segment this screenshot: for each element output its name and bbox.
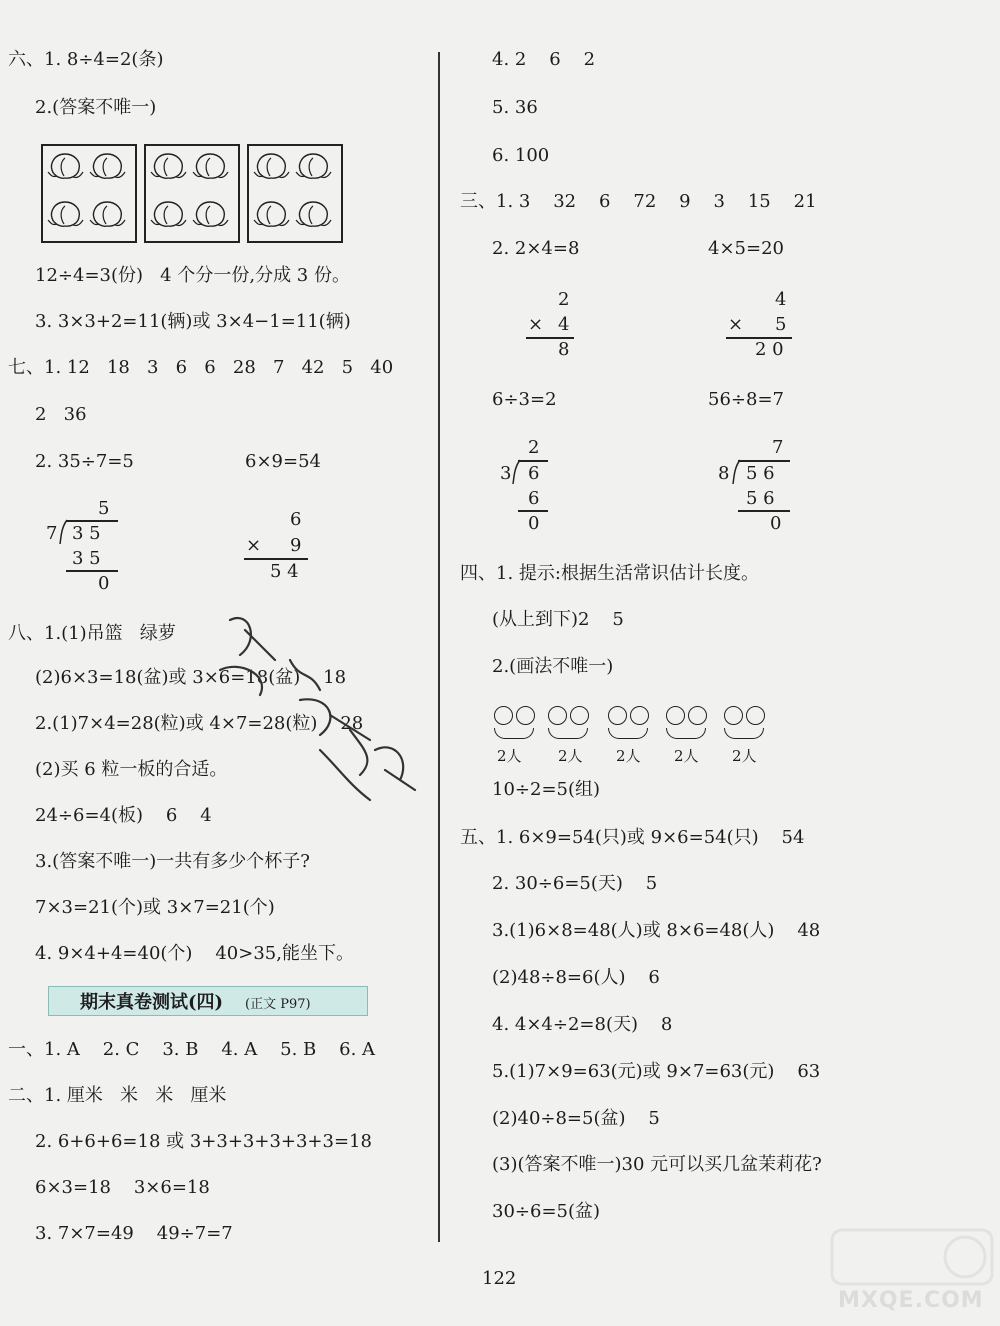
answer-5-5c: (3)(答案不唯一)30 元可以买几盆茉莉花? (492, 1154, 822, 1175)
rdiv1-quotient: 2 (528, 437, 540, 458)
rmul2-top: 4 (775, 289, 787, 310)
circle-icon (570, 706, 589, 725)
group-label: 2人 (558, 747, 583, 765)
answer-5-5d: 30÷6=5(盆) (492, 1201, 601, 1222)
rmul1-product: 8 (558, 339, 570, 360)
vdiv-line (66, 570, 118, 572)
answer-8-2-2: (2)买 6 粒一板的合适。 (35, 759, 228, 780)
peach-icon (254, 154, 289, 178)
peach-icon (90, 154, 125, 178)
answer-6-2-eq: 12÷4=3(份) 4 个分一份,分成 3 份。 (35, 265, 350, 286)
group-brace (548, 728, 588, 739)
peach-icon (151, 202, 186, 226)
answer-3-3b: 56÷8=7 (708, 389, 784, 410)
answer-8-3: 3.(答案不唯一)一共有多少个杯子? (35, 851, 310, 872)
circle-icon (666, 706, 685, 725)
rdiv1-bracket (511, 458, 523, 486)
answer-6-2: 2.(答案不唯一) (35, 97, 157, 118)
answer-3-3a: 6÷3=2 (492, 389, 557, 410)
circle-icon (746, 706, 765, 725)
vdiv-subtract: 3 5 (72, 548, 101, 569)
answer-7-2a: 2. 35÷7=5 (35, 451, 134, 472)
circle-icon (548, 706, 567, 725)
vdiv-divisor: 7 (46, 523, 58, 544)
answer-4-1b: (从上到下)2 5 (492, 609, 624, 630)
answer-8-2: 2.(1)7×4=28(粒)或 4×7=28(粒) 28 (35, 713, 364, 734)
answer-5-1: 五、1. 6×9=54(只)或 9×6=54(只) 54 (460, 827, 805, 848)
answer-4-1: 四、1. 提示:根据生活常识估计长度。 (460, 563, 759, 584)
answer-5-3: 3.(1)6×8=48(人)或 8×6=48(人) 48 (492, 920, 821, 941)
rdiv2-bracket (731, 458, 743, 486)
exam4-1: 一、1. A 2. C 3. B 4. A 5. B 6. A (8, 1039, 376, 1060)
exam4-2-3: 3. 7×7=49 49÷7=7 (35, 1223, 233, 1244)
answer-8-1: 八、1.(1)吊篮 绿萝 (8, 623, 176, 644)
answer-8-1-2: (2)6×3=18(盆)或 3×6=18(盆) 18 (35, 667, 347, 688)
rdiv1-dividend: 6 (528, 463, 540, 484)
answer-5-5b: (2)40÷8=5(盆) 5 (492, 1108, 660, 1129)
rmul2-mult: 5 (775, 314, 787, 335)
rdiv1-divisor: 3 (500, 463, 512, 484)
peach-icon (151, 154, 186, 178)
peach-icon (296, 202, 331, 226)
circle-icon (630, 706, 649, 725)
rdiv2-dividend: 5 6 (746, 463, 775, 484)
rdiv2-quotient: 7 (772, 437, 784, 458)
vmul-product: 5 4 (270, 561, 299, 582)
exam4-2-1: 二、1. 厘米 米 米 厘米 (8, 1085, 227, 1106)
rmul2-product: 2 0 (755, 339, 784, 360)
answer-r5: 5. 36 (492, 97, 538, 118)
answer-3-2b: 4×5=20 (708, 238, 784, 259)
answer-5-2: 2. 30÷6=5(天) 5 (492, 873, 658, 894)
group-label: 2人 (732, 747, 757, 765)
answer-r4: 4. 2 6 2 (492, 49, 596, 70)
exam4-2-2b: 6×3=18 3×6=18 (35, 1177, 210, 1198)
rdiv2-line (738, 510, 790, 512)
group-brace (666, 728, 706, 739)
vmul-top: 6 (290, 509, 302, 530)
circle-icon (724, 706, 743, 725)
exam4-2-2: 2. 6+6+6=18 或 3+3+3+3+3+3=18 (35, 1131, 372, 1152)
answer-3-1: 三、1. 3 32 6 72 9 3 15 21 (460, 191, 817, 212)
rmul1-op: × (528, 314, 544, 335)
circle-icon (608, 706, 627, 725)
circle-icon (494, 706, 513, 725)
group-brace (608, 728, 648, 739)
rdiv2-subtract: 5 6 (746, 488, 775, 509)
vdiv-bracket (58, 518, 70, 546)
rdiv2-remainder: 0 (770, 513, 782, 534)
answer-6-3: 3. 3×3+2=11(辆)或 3×4−1=11(辆) (35, 311, 351, 332)
column-divider (438, 52, 440, 1242)
rmul1-top: 2 (558, 289, 570, 310)
section-banner-ref: (正文 P97) (245, 997, 311, 1012)
peach-icon (90, 202, 125, 226)
group-label: 2人 (674, 747, 699, 765)
vdiv-quotient: 5 (98, 498, 110, 519)
rdiv2-divisor: 8 (718, 463, 730, 484)
peach-icon (193, 202, 228, 226)
vmul-mult: 9 (290, 535, 302, 556)
answer-5-4: 4. 4×4÷2=8(天) 8 (492, 1014, 673, 1035)
answer-7-1b: 2 36 (35, 404, 87, 425)
answer-3-2a: 2. 2×4=8 (492, 238, 580, 259)
peach-icon (48, 202, 83, 226)
vmul-op: × (246, 535, 262, 556)
peach-icon (48, 154, 83, 178)
answer-7-2b: 6×9=54 (245, 451, 321, 472)
answer-5-5: 5.(1)7×9=63(元)或 9×7=63(元) 63 (492, 1061, 821, 1082)
peach-icon (296, 154, 331, 178)
circle-icon (688, 706, 707, 725)
rmul1-mult: 4 (558, 314, 570, 335)
answer-r6: 6. 100 (492, 145, 550, 166)
group-brace (724, 728, 764, 739)
vdiv-dividend: 3 5 (72, 523, 101, 544)
answer-8-2-3: 24÷6=4(板) 6 4 (35, 805, 212, 826)
answer-8-3-eq: 7×3=21(个)或 3×7=21(个) (35, 897, 275, 918)
rdiv1-remainder: 0 (528, 513, 540, 534)
group-label: 2人 (616, 747, 641, 765)
circle-icon (516, 706, 535, 725)
rmul2-op: × (728, 314, 744, 335)
peach-icon (193, 154, 228, 178)
section-banner-title: 期末真卷测试(四) (80, 992, 224, 1013)
answer-4-2: 2.(画法不唯一) (492, 656, 614, 677)
group-brace (494, 728, 534, 739)
answer-7-1: 七、1. 12 18 3 6 6 28 7 42 5 40 (8, 357, 394, 378)
handwriting-scribble (200, 600, 440, 810)
watermark-text: MXQE.COM (838, 1288, 984, 1313)
peach-icon (254, 202, 289, 226)
answer-4-2-eq: 10÷2=5(组) (492, 779, 601, 800)
answer-8-4: 4. 9×4+4=40(个) 40>35,能坐下。 (35, 943, 354, 964)
answer-5-3b: (2)48÷8=6(人) 6 (492, 967, 660, 988)
group-label: 2人 (497, 747, 522, 765)
rdiv1-subtract: 6 (528, 488, 540, 509)
page-number: 122 (482, 1268, 517, 1289)
answer-6-1: 六、1. 8÷4=2(条) (8, 49, 164, 70)
peach-icons (0, 0, 440, 260)
vdiv-remainder: 0 (98, 573, 110, 594)
